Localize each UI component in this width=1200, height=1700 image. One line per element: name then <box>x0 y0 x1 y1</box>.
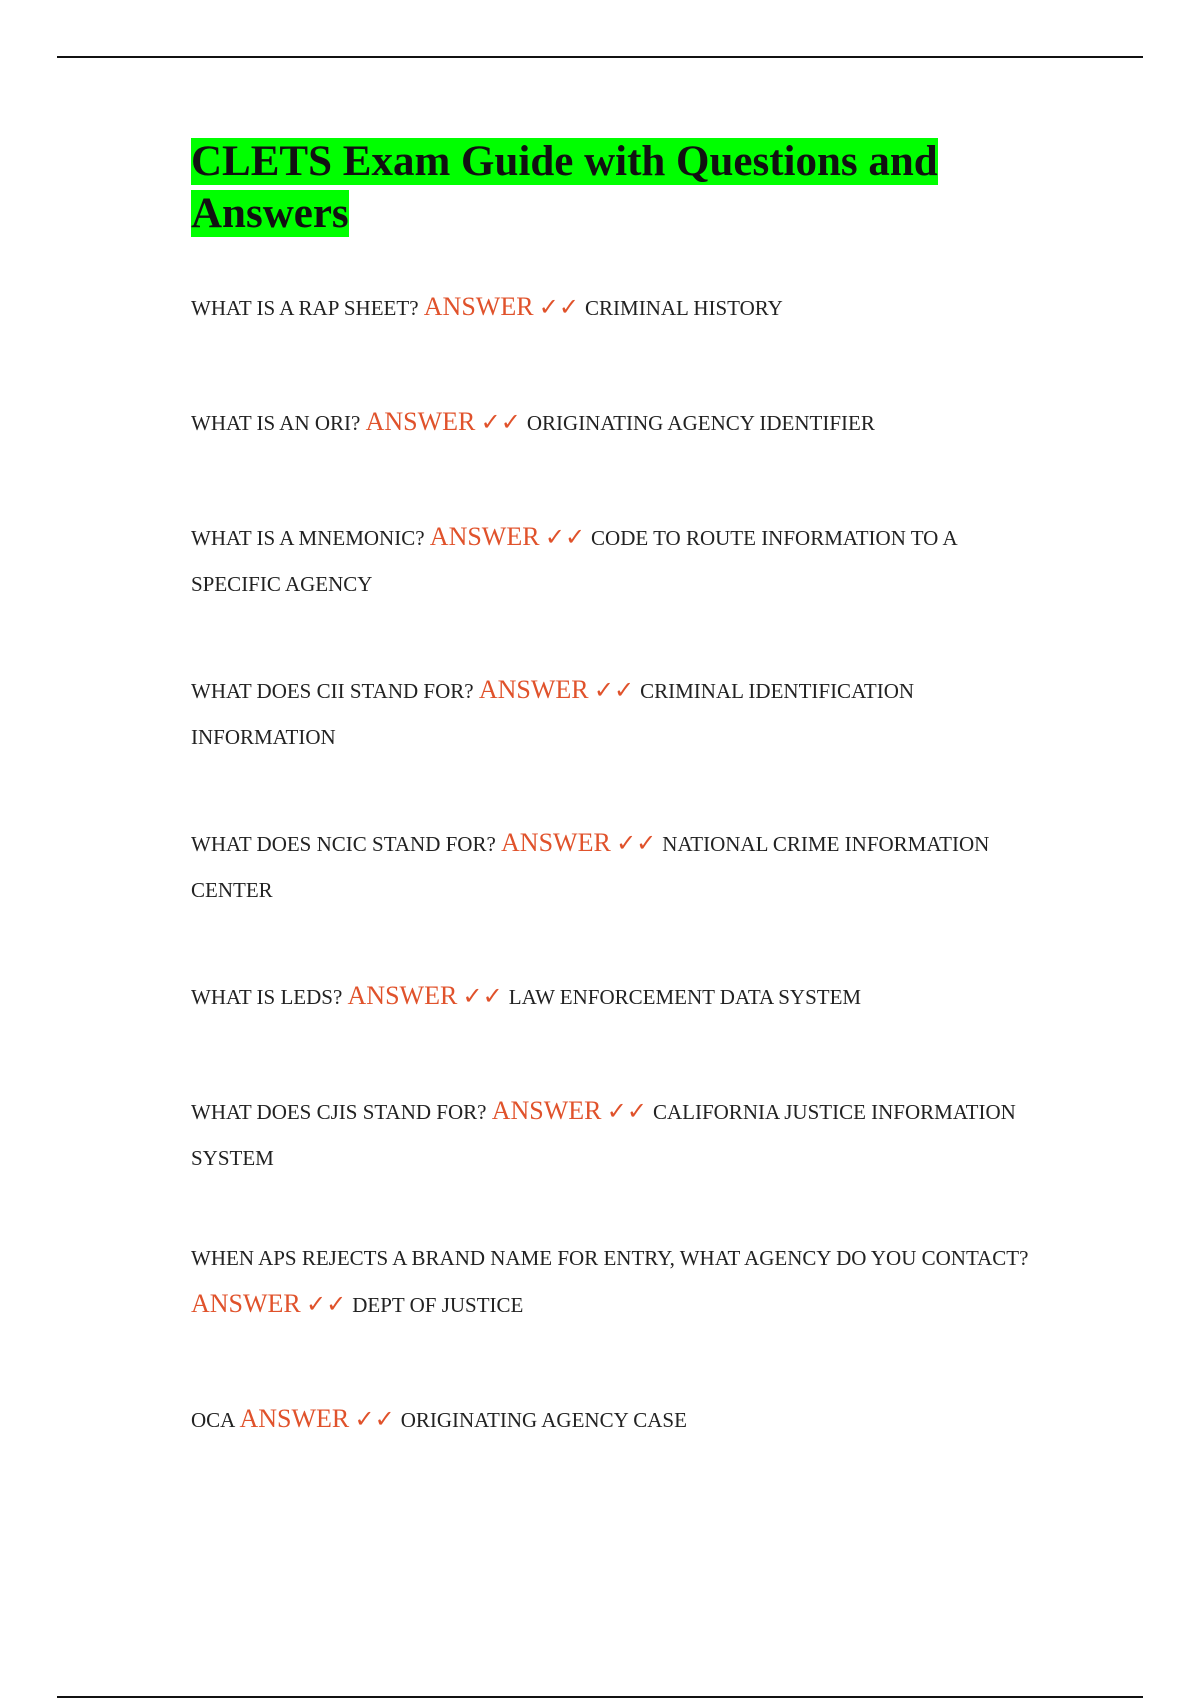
check-mark-icon: ✓✓ <box>306 1292 347 1318</box>
qa-item <box>191 514 1041 607</box>
question-text: WHAT IS A MNEMONIC? <box>191 526 425 550</box>
question-text: OCA <box>191 1408 235 1432</box>
answer-label: ANSWER <box>365 407 476 436</box>
answer-text: LAW ENFORCEMENT DATA SYSTEM <box>508 985 862 1009</box>
check-mark-icon: ✓✓ <box>538 295 580 321</box>
answer-text: CRIMINAL IDENTIFICATION INFORMATION <box>191 679 915 749</box>
title-highlight: CLETS Exam Guide with Questions and Answers <box>191 138 938 237</box>
answer-label: ANSWER <box>423 292 534 321</box>
question-text: WHAT IS A RAP SHEET? <box>191 296 419 320</box>
answer-text: CALIFORNIA JUSTICE INFORMATION SYSTEM <box>191 1100 1016 1170</box>
check-mark-icon: ✓✓ <box>480 410 521 436</box>
answer-text: CODE TO ROUTE INFORMATION TO A SPECIFIC AGENCY <box>191 526 957 596</box>
header-rule <box>57 56 1143 58</box>
answer-text: ORIGINATING AGENCY CASE <box>400 1408 687 1432</box>
footer-rule <box>57 1696 1143 1698</box>
check-mark-icon: ✓✓ <box>462 984 503 1010</box>
qa-item <box>191 399 1041 446</box>
qa-item <box>191 667 1041 760</box>
answer-label: ANSWER <box>491 1096 602 1125</box>
answer-label: ANSWER <box>347 981 458 1010</box>
question-text: WHAT DOES NCIC STAND FOR? <box>191 832 496 856</box>
document-title <box>191 136 1041 240</box>
answer-text: DEPT OF JUSTICE <box>352 1293 524 1317</box>
check-mark-icon: ✓✓ <box>544 525 586 551</box>
question-text: WHAT DOES CJIS STAND FOR? <box>191 1100 487 1124</box>
check-mark-icon: ✓✓ <box>593 678 635 704</box>
qa-item <box>191 284 1041 331</box>
qa-item <box>191 973 1041 1020</box>
answer-label: ANSWER <box>239 1404 350 1433</box>
question-text: WHAT IS LEDS? <box>191 985 343 1009</box>
question-text: WHAT IS AN ORI? <box>191 411 361 435</box>
answer-text: NATIONAL CRIME INFORMATION CENTER <box>191 832 990 902</box>
check-mark-icon: ✓✓ <box>354 1407 395 1433</box>
qa-item <box>191 820 1041 913</box>
answer-label: ANSWER <box>501 828 611 857</box>
answer-label: ANSWER <box>429 522 540 551</box>
check-mark-icon: ✓✓ <box>616 831 657 857</box>
document-body <box>191 136 1041 1443</box>
answer-text: ORIGINATING AGENCY IDENTIFIER <box>526 411 875 435</box>
question-text: WHEN APS REJECTS A BRAND NAME FOR ENTRY, WHAT AGENCY DO YOU CONTACT? <box>191 1246 1029 1270</box>
answer-label: ANSWER <box>191 1289 301 1318</box>
answer-label: ANSWER <box>478 675 589 704</box>
qa-item <box>191 1235 1041 1328</box>
check-mark-icon: ✓✓ <box>606 1099 647 1125</box>
question-text: WHAT DOES CII STAND FOR? <box>191 679 474 703</box>
qa-item <box>191 1088 1041 1181</box>
qa-item <box>191 1396 1041 1443</box>
answer-text: CRIMINAL HISTORY <box>585 296 783 320</box>
